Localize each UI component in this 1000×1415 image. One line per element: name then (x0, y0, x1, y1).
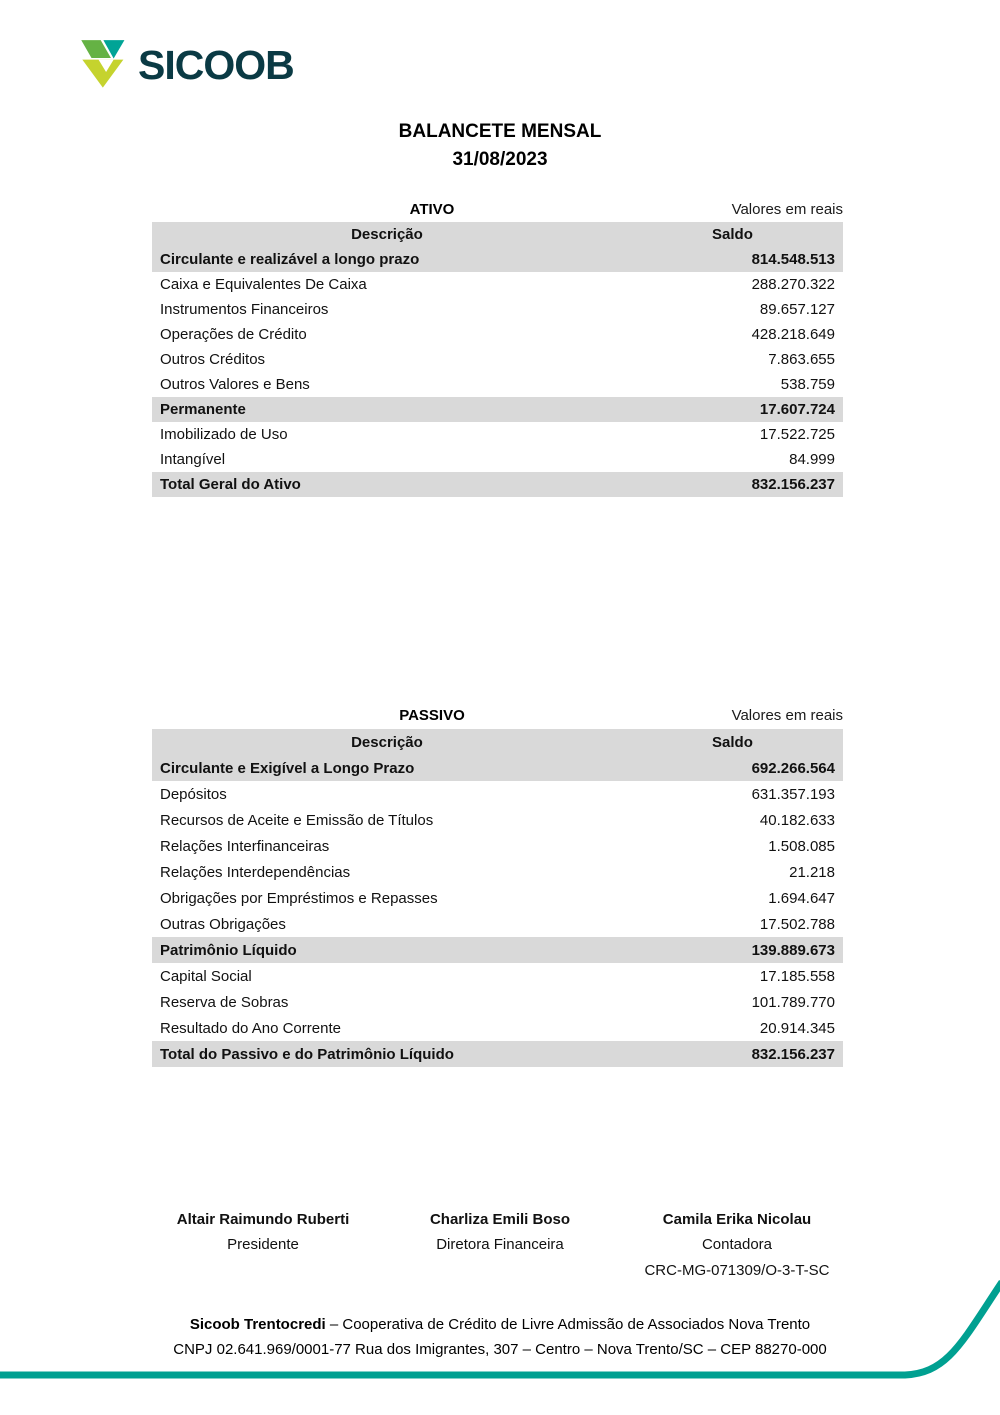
row-value: 428.218.649 (751, 326, 835, 343)
table-row (152, 1015, 843, 1041)
row-value: 1.508.085 (768, 837, 835, 855)
ativo-section-header (152, 197, 843, 222)
passivo-unit-label: Valores em reais (731, 707, 843, 724)
passivo-table-header (152, 729, 843, 755)
row-label: Outras Obrigações (160, 915, 286, 933)
row-value: 17.185.558 (759, 967, 835, 985)
passivo-table (152, 729, 843, 1067)
row-label: Outros Valores e Bens (160, 376, 310, 393)
passivo-section (152, 703, 843, 1067)
document-date: 31/08/2023 (452, 149, 548, 170)
row-label: Patrimônio Líquido (160, 941, 297, 959)
row-value: 17.607.724 (759, 401, 835, 418)
sicoob-triangle-icon (78, 38, 132, 92)
row-label: Resultado do Ano Corrente (160, 1019, 341, 1037)
row-label: Relações Interfinanceiras (160, 837, 330, 855)
table-row (152, 833, 843, 859)
row-label: Depósitos (160, 785, 227, 803)
row-value: 832.156.237 (751, 1045, 835, 1063)
row-label: Instrumentos Financeiros (160, 301, 329, 318)
row-label: Relações Interdependências (160, 863, 351, 881)
row-value: 7.863.655 (768, 351, 835, 368)
row-label: Reserva de Sobras (160, 993, 289, 1011)
row-value: 288.270.322 (751, 276, 835, 293)
row-label: Total do Passivo e do Patrimônio Líquido (160, 1045, 454, 1063)
signature-role: Diretora Financeira (436, 1236, 564, 1253)
row-value: 20.914.345 (759, 1019, 835, 1037)
table-row (152, 272, 843, 297)
row-value: 17.522.725 (759, 426, 835, 443)
row-label: Permanente (160, 401, 246, 418)
table-row (152, 372, 843, 397)
footer-coop-name: Sicoob Trentocredi (189, 1316, 326, 1333)
table-row (152, 885, 843, 911)
table-row (152, 989, 843, 1015)
column-header-saldo: Saldo (712, 226, 753, 243)
row-value: 101.789.770 (751, 993, 835, 1011)
ativo-table-body (152, 247, 843, 497)
row-value: 814.548.513 (751, 251, 835, 268)
row-label: Imobilizado de Uso (160, 426, 288, 443)
row-label: Capital Social (160, 967, 252, 985)
table-row (152, 397, 843, 422)
row-label: Intangível (160, 451, 226, 468)
row-value: 832.156.237 (751, 476, 835, 493)
document-title: BALANCETE MENSAL (398, 121, 602, 142)
column-header-saldo: Saldo (712, 733, 753, 751)
row-label: Obrigações por Empréstimos e Repasses (160, 889, 438, 907)
table-row (152, 781, 843, 807)
row-label: Outros Créditos (160, 351, 266, 368)
row-value: 631.357.193 (751, 785, 835, 803)
table-row (152, 447, 843, 472)
passivo-section-title: PASSIVO (399, 707, 465, 724)
row-value: 538.759 (780, 376, 835, 393)
row-label: Caixa e Equivalentes De Caixa (160, 276, 367, 293)
table-row (152, 347, 843, 372)
sicoob-logo (78, 38, 294, 92)
table-row (152, 472, 843, 497)
signature-name: Charliza Emili Boso (429, 1211, 571, 1228)
ativo-unit-label: Valores em reais (731, 201, 843, 218)
signature-crc-number: CRC-MG-071309/O-3-T-SC (644, 1262, 830, 1279)
ativo-table (152, 222, 843, 497)
row-label: Total Geral do Ativo (160, 476, 301, 493)
row-value: 1.694.647 (768, 889, 835, 907)
row-value: 40.182.633 (759, 811, 835, 829)
signature-role: Presidente (227, 1236, 299, 1253)
ativo-section (152, 197, 843, 497)
table-row (152, 807, 843, 833)
row-label: Circulante e Exigível a Longo Prazo (160, 759, 415, 777)
table-row (152, 911, 843, 937)
ativo-section-title: ATIVO (409, 201, 455, 218)
row-value: 89.657.127 (759, 301, 835, 318)
signature-name: Camila Erika Nicolau (662, 1211, 812, 1228)
signature-contadora (587, 1207, 887, 1284)
passivo-section-header (152, 703, 843, 729)
signature-role: Contadora (701, 1236, 773, 1253)
row-label: Operações de Crédito (160, 326, 307, 343)
footer-coop-description: – Cooperativa de Crédito de Livre Admissão de Associados Nova Trento (325, 1316, 811, 1333)
signatures-block (0, 1207, 1000, 1287)
row-label: Circulante e realizável a longo prazo (160, 251, 420, 268)
table-row (152, 322, 843, 347)
signature-name: Altair Raimundo Ruberti (176, 1211, 350, 1228)
row-value: 692.266.564 (751, 759, 835, 777)
row-value: 21.218 (789, 863, 835, 881)
ativo-table-header (152, 222, 843, 247)
table-row (152, 422, 843, 447)
brand-wordmark: SICOOB (138, 42, 294, 88)
footer-line2-address: CNPJ 02.641.969/0001-77 Rua dos Imigrantes, 307 – Centro – Nova Trento/SC – CEP 88270-000 (173, 1341, 827, 1358)
table-row (152, 963, 843, 989)
bottom-swoosh-line (0, 1280, 1000, 1415)
column-header-descricao: Descrição (351, 733, 423, 751)
table-row (152, 1041, 843, 1067)
passivo-table-body (152, 755, 843, 1067)
table-row (152, 937, 843, 963)
row-value: 17.502.788 (759, 915, 835, 933)
table-row (152, 859, 843, 885)
table-row (152, 755, 843, 781)
row-value: 84.999 (789, 451, 835, 468)
row-value: 139.889.673 (751, 941, 835, 959)
table-row (152, 297, 843, 322)
table-row (152, 247, 843, 272)
column-header-descricao: Descrição (351, 226, 423, 243)
row-label: Recursos de Aceite e Emissão de Títulos (160, 811, 434, 829)
document-title-block (0, 118, 1000, 174)
